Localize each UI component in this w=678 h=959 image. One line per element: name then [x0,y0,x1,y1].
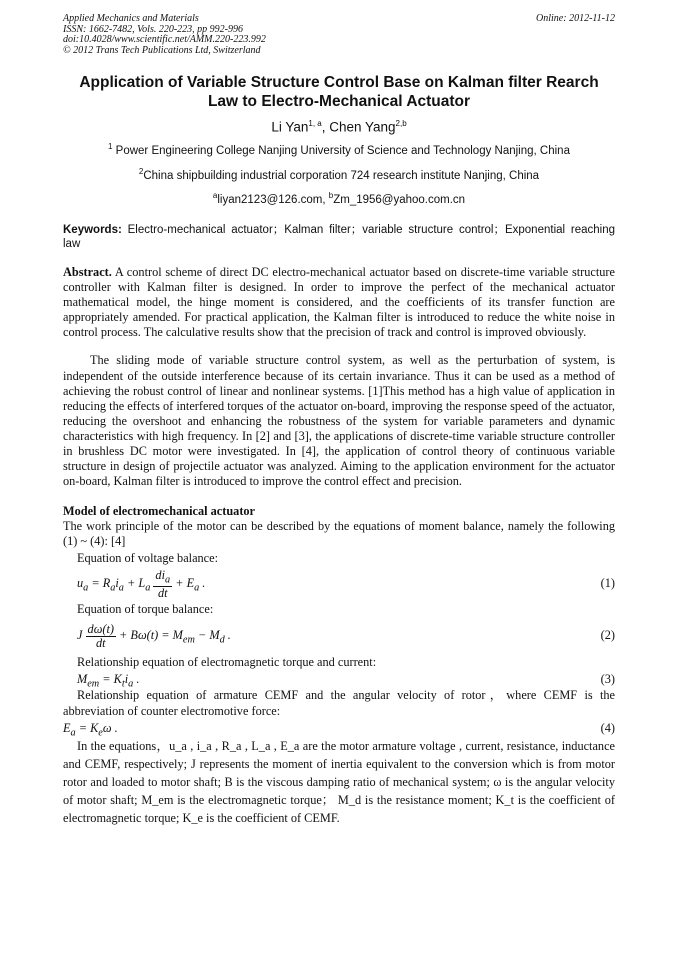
email-b-sup: b [328,191,334,201]
keywords-text: Electro-mechanical actuator；Kalman filter；variable structure control；Exponential reaching law [63,223,615,251]
eq4-label: Relationship equation of armature CEMF and the angular velocity of rotor，where CEMF is the abbreviation of counter electromotive force: [63,688,615,718]
journal-name: Applied Mechanics and Materials [63,13,199,24]
abstract-label: Abstract. [63,264,112,279]
affiliation-1-sup: 1 [108,141,113,151]
author-separator: , [321,119,330,135]
eq3-number: (3) [600,672,615,687]
eq1-number: (1) [600,576,615,591]
email-b: Zm_1956@yahoo.com.cn [333,193,466,206]
affiliation-2 [63,165,615,183]
online-date: Online: 2012-11-12 [536,13,615,24]
abstract-text: A control scheme of direct DC electro-mechanical actuator based on discrete-time variable structure controller with Kalman filter is designed. In order to improve the perfect of the mechanical actuator mathematical model, the hinge moment is considered, and the coefficients of its transfer function are appropriately amended. For practical application, the Kalman filter is introduced to reduce the white noise in control process. The calculative results show that the precision of track and control is improved obviously. [63,264,615,340]
journal-header [63,14,615,56]
author-1: Li Yan [271,119,309,135]
author-line [63,119,615,135]
section-lead: The work principle of the motor can be described by the equations of moment balance, namely the following (1) ~ (4): [4] [63,519,615,549]
abstract [63,265,615,340]
affiliation-1 [63,140,615,158]
issn-line: ISSN: 1662-7482, Vols. 220-223, pp 992-996 [63,23,243,35]
variables-paragraph: In the equations，u_a , i_a , R_a , L_a , E_a are the motor armature voltage , current, resistance, inductance and CEMF, respectively; J represents the moment of inertia equivalent to the conversion which is from motor rotor and loaded to motor shaft; B is the viscous damping ratio of mechanical system; ω is the angular velocity of motor shaft; M_em is the electromagnetic torque； M_d is the resistance moment; K_t is the coefficient of electromagnetic torque; K_e is the coefficient of CEMF. [63,738,615,825]
affiliation-1-text: Power Engineering College Nanjing University of Science and Technology Nanjing, China [112,144,570,157]
author-2: Chen Yang [329,119,396,135]
email-a: liyan2123@126.com, [217,193,329,206]
email-a-sup: a [212,191,218,201]
copyright-line: © 2012 Trans Tech Publications Ltd, Switzerland [63,44,261,56]
equation-1: $u_a = R_ai_a + L_a$ $\frac{di_a}{dt}$ + $E_a$ . (1) [77,567,615,601]
affiliation-2-text: China shipbuilding industrial corporation 724 research institute Nanjing, China [143,170,540,183]
keywords-label: Keywords: [63,223,122,236]
author-2-sup: 2,b [395,119,407,128]
equation-4: $E_a = K_e\omega$ . (4) [63,720,615,739]
equation-2: J $\frac{d\omega(t)}{dt}$ + $B\omega(t) = M_{em} - M_d$ . (2) [63,617,615,653]
email-line [63,191,615,206]
paper-title: Application of Variable Structure Control Base on Kalman filter Rearch Law to Electro-Mechanical Actuator [79,74,599,110]
author-1-sup: 1, a [308,119,322,128]
paper-page [63,14,615,827]
doi-line: doi:10.4028/www.scientific.net/AMM.220-223.992 [63,34,266,45]
intro-paragraph: The sliding mode of variable structure control system, as well as the perturbation of system, is independent of the outside interference because of its certain invariance. Thus it can be used as a method of achieving the robust control of linear and nonlinear systems. [1]This method has a high value of application in reducing the effects of interfered torques of the actuator on-board, improving the response speed of the actuator, reducing the overshoot and enhancing the robustness of the system for variable parameters and dynamic characteristics with high frequency. In [2] and [3], the applications of discrete-time variable structure controller in brushless DC motor were investigated. In [4], the application of control theory of continuous variable structure in design of projectile actuator was analyzed. Aiming to the application environment for the actuator on-board, Kalman filter is introduced to improve the control effect and precision. [63,353,615,489]
keywords [63,223,615,252]
affiliation-2-sup: 2 [138,167,144,177]
eq4-number: (4) [600,720,615,735]
equation-3: $M_{em} = K_ti_a$ . (3) [77,672,615,690]
eq3-label: Relationship equation of electromagnetic torque and current: [77,655,377,670]
section-heading: Model of electromechanical actuator [63,504,256,519]
eq1-label: Equation of voltage balance: [77,551,219,566]
eq2-number: (2) [600,628,615,643]
eq2-label: Equation of torque balance: [77,602,214,617]
